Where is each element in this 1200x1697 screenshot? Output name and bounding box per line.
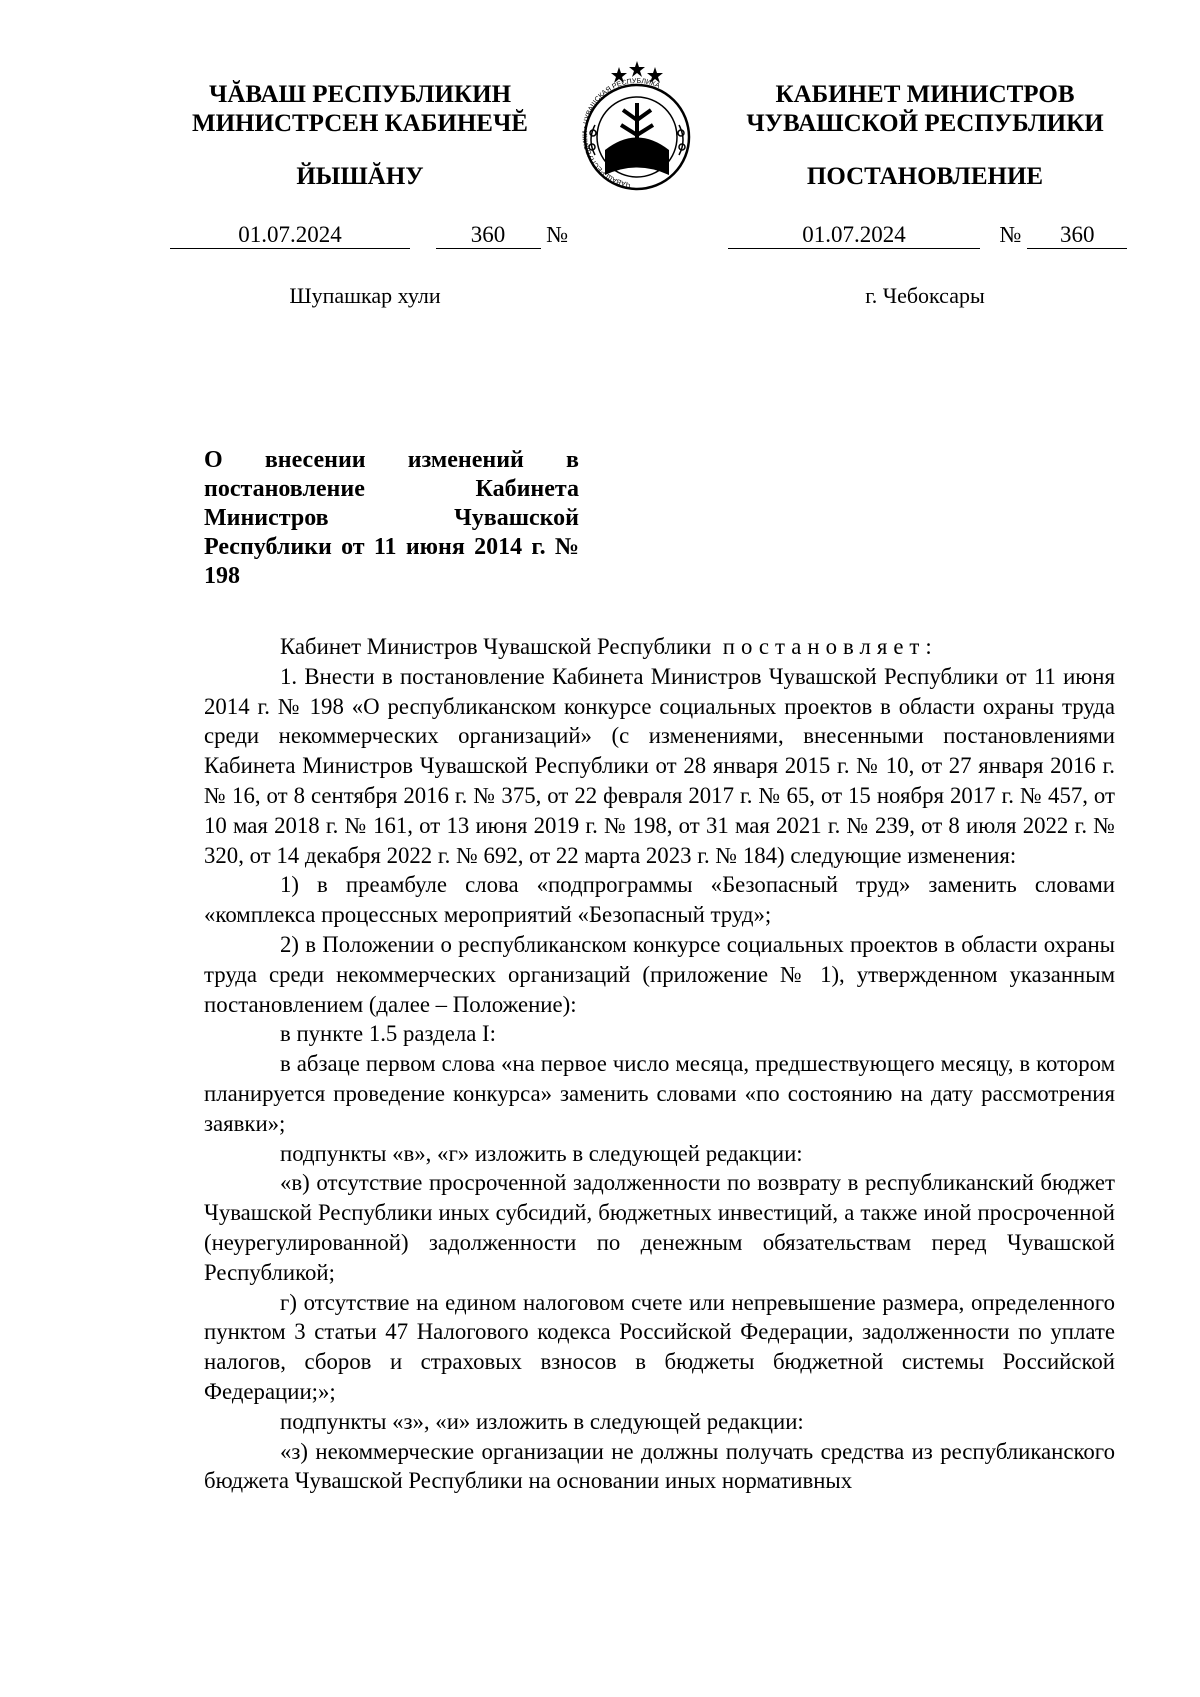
reg-no-sign-right: №	[999, 222, 1022, 247]
body-paragraph: подпункты «в», «г» изложить в следующей редакции:	[280, 1140, 803, 1166]
reg-line-left	[170, 222, 568, 248]
header-left-line2: МИНИСТРСЕН КАБИНЕЧĔ	[192, 110, 528, 137]
header-left-doctype: ЙЫШĂНУ	[296, 163, 424, 190]
body-paragraph: «в) отсутствие просроченной задолженности по возврату в республиканский бюджет Чувашской Республики иных субсидий, бюджетных инвестиций, а также иной просроченной (неурегулированной) задолженности по денежным обязательствам перед Чувашской Республикой;	[204, 1170, 1115, 1285]
document-subject: О внесении изменений в постановление Кабинета Министров Чувашской Республики от 11 июня 2014 г. № 198	[204, 447, 579, 589]
reg-number-right: 360	[1027, 222, 1127, 249]
svg-text:ЧĂВАШ РЕСПУБЛИКИ • ЧУВАШСКАЯ Р	[582, 78, 661, 189]
coat-of-arms-emblem	[565, 55, 710, 205]
body-paragraph: в пункте 1.5 раздела I:	[280, 1021, 496, 1047]
emblem-icon	[565, 55, 710, 205]
reg-date-right: 01.07.2024	[728, 222, 980, 249]
body-intro-text: Кабинет Министров Чувашской Республики	[280, 634, 712, 659]
place-right: г. Чебоксары	[865, 283, 985, 308]
header-right	[715, 80, 1135, 138]
body-paragraph: в абзаце первом слова «на первое число месяца, предшествующего месяцу, в котором планируется проведение конкурса» заменить словами «по состоянию на дату рассмотрения заявки»;	[204, 1051, 1115, 1136]
body-paragraph: подпункты «з», «и» изложить в следующей редакции:	[280, 1408, 804, 1434]
reg-line-right	[728, 222, 1127, 248]
reg-number-left: 360	[436, 222, 541, 249]
body-paragraph: «з) некоммерческие организации не должны получать средства из республиканского бюджета Чувашской Республики на основании иных нормативных	[204, 1438, 1115, 1494]
body-paragraph: 1) в преамбуле слова «подпрограммы «Безопасный труд» заменить словами «комплекса процессных мероприятий «Безопасный труд»;	[204, 872, 1115, 928]
header-right-doctype: ПОСТАНОВЛЕНИЕ	[806, 163, 1044, 190]
header-right-line1: КАБИНЕТ МИНИСТРОВ	[775, 81, 1075, 108]
emblem-ring-text: ЧĂВАШ РЕСПУБЛИКИ • ЧУВАШСКАЯ РЕСПУБЛИКА	[582, 77, 661, 188]
header-right-line2: ЧУВАШСКОЙ РЕСПУБЛИКИ	[746, 110, 1104, 137]
place-left: Шупашкар хули	[289, 283, 441, 308]
document-body	[204, 632, 1115, 1496]
body-intro-verb: постановляет:	[722, 634, 938, 659]
header-left-line1: ЧĂВАШ РЕСПУБЛИКИН	[208, 81, 512, 108]
body-paragraph: 1. Внести в постановление Кабинета Министров Чувашской Республики от 11 июня 2014 г. № 198 «О республиканском конкурсе социальных проектов в области охраны труда среди некоммерческих организаций» (с изменениями, внесенными постановлениями Кабинета Министров Чувашской Республики от 28 января 2015 г. № 10, от 27 января 2016 г. № 16, от 8 сентября 2016 г. № 375, от 22 февраля 2017 г. № 65, от 15 ноября 2017 г. № 457, от 10 мая 2018 г. № 161, от 13 июня 2019 г. № 198, от 31 мая 2021 г. № 239, от 8 июля 2022 г. № 320, от 14 декабря 2022 г. № 692, от 22 марта 2023 г. № 184) следующие изменения:	[204, 663, 1115, 868]
header-left	[150, 80, 570, 138]
body-intro	[204, 632, 1115, 662]
reg-no-sign-left: №	[546, 222, 569, 247]
body-paragraph: 2) в Положении о республиканском конкурсе социальных проектов в области охраны труда среди некоммерческих организаций (приложение № 1), утвержденном указанным постановлением (далее – Положение):	[204, 931, 1115, 1017]
reg-date-left: 01.07.2024	[170, 222, 410, 249]
body-paragraph: г) отсутствие на едином налоговом счете или непревышение размера, определенного пунктом 3 статьи 47 Налогового кодекса Российской Федерации, задолженности по уплате налогов, сборов и страховых взносов в бюджеты бюджетной системы Российской Федерации;»;	[204, 1289, 1115, 1404]
